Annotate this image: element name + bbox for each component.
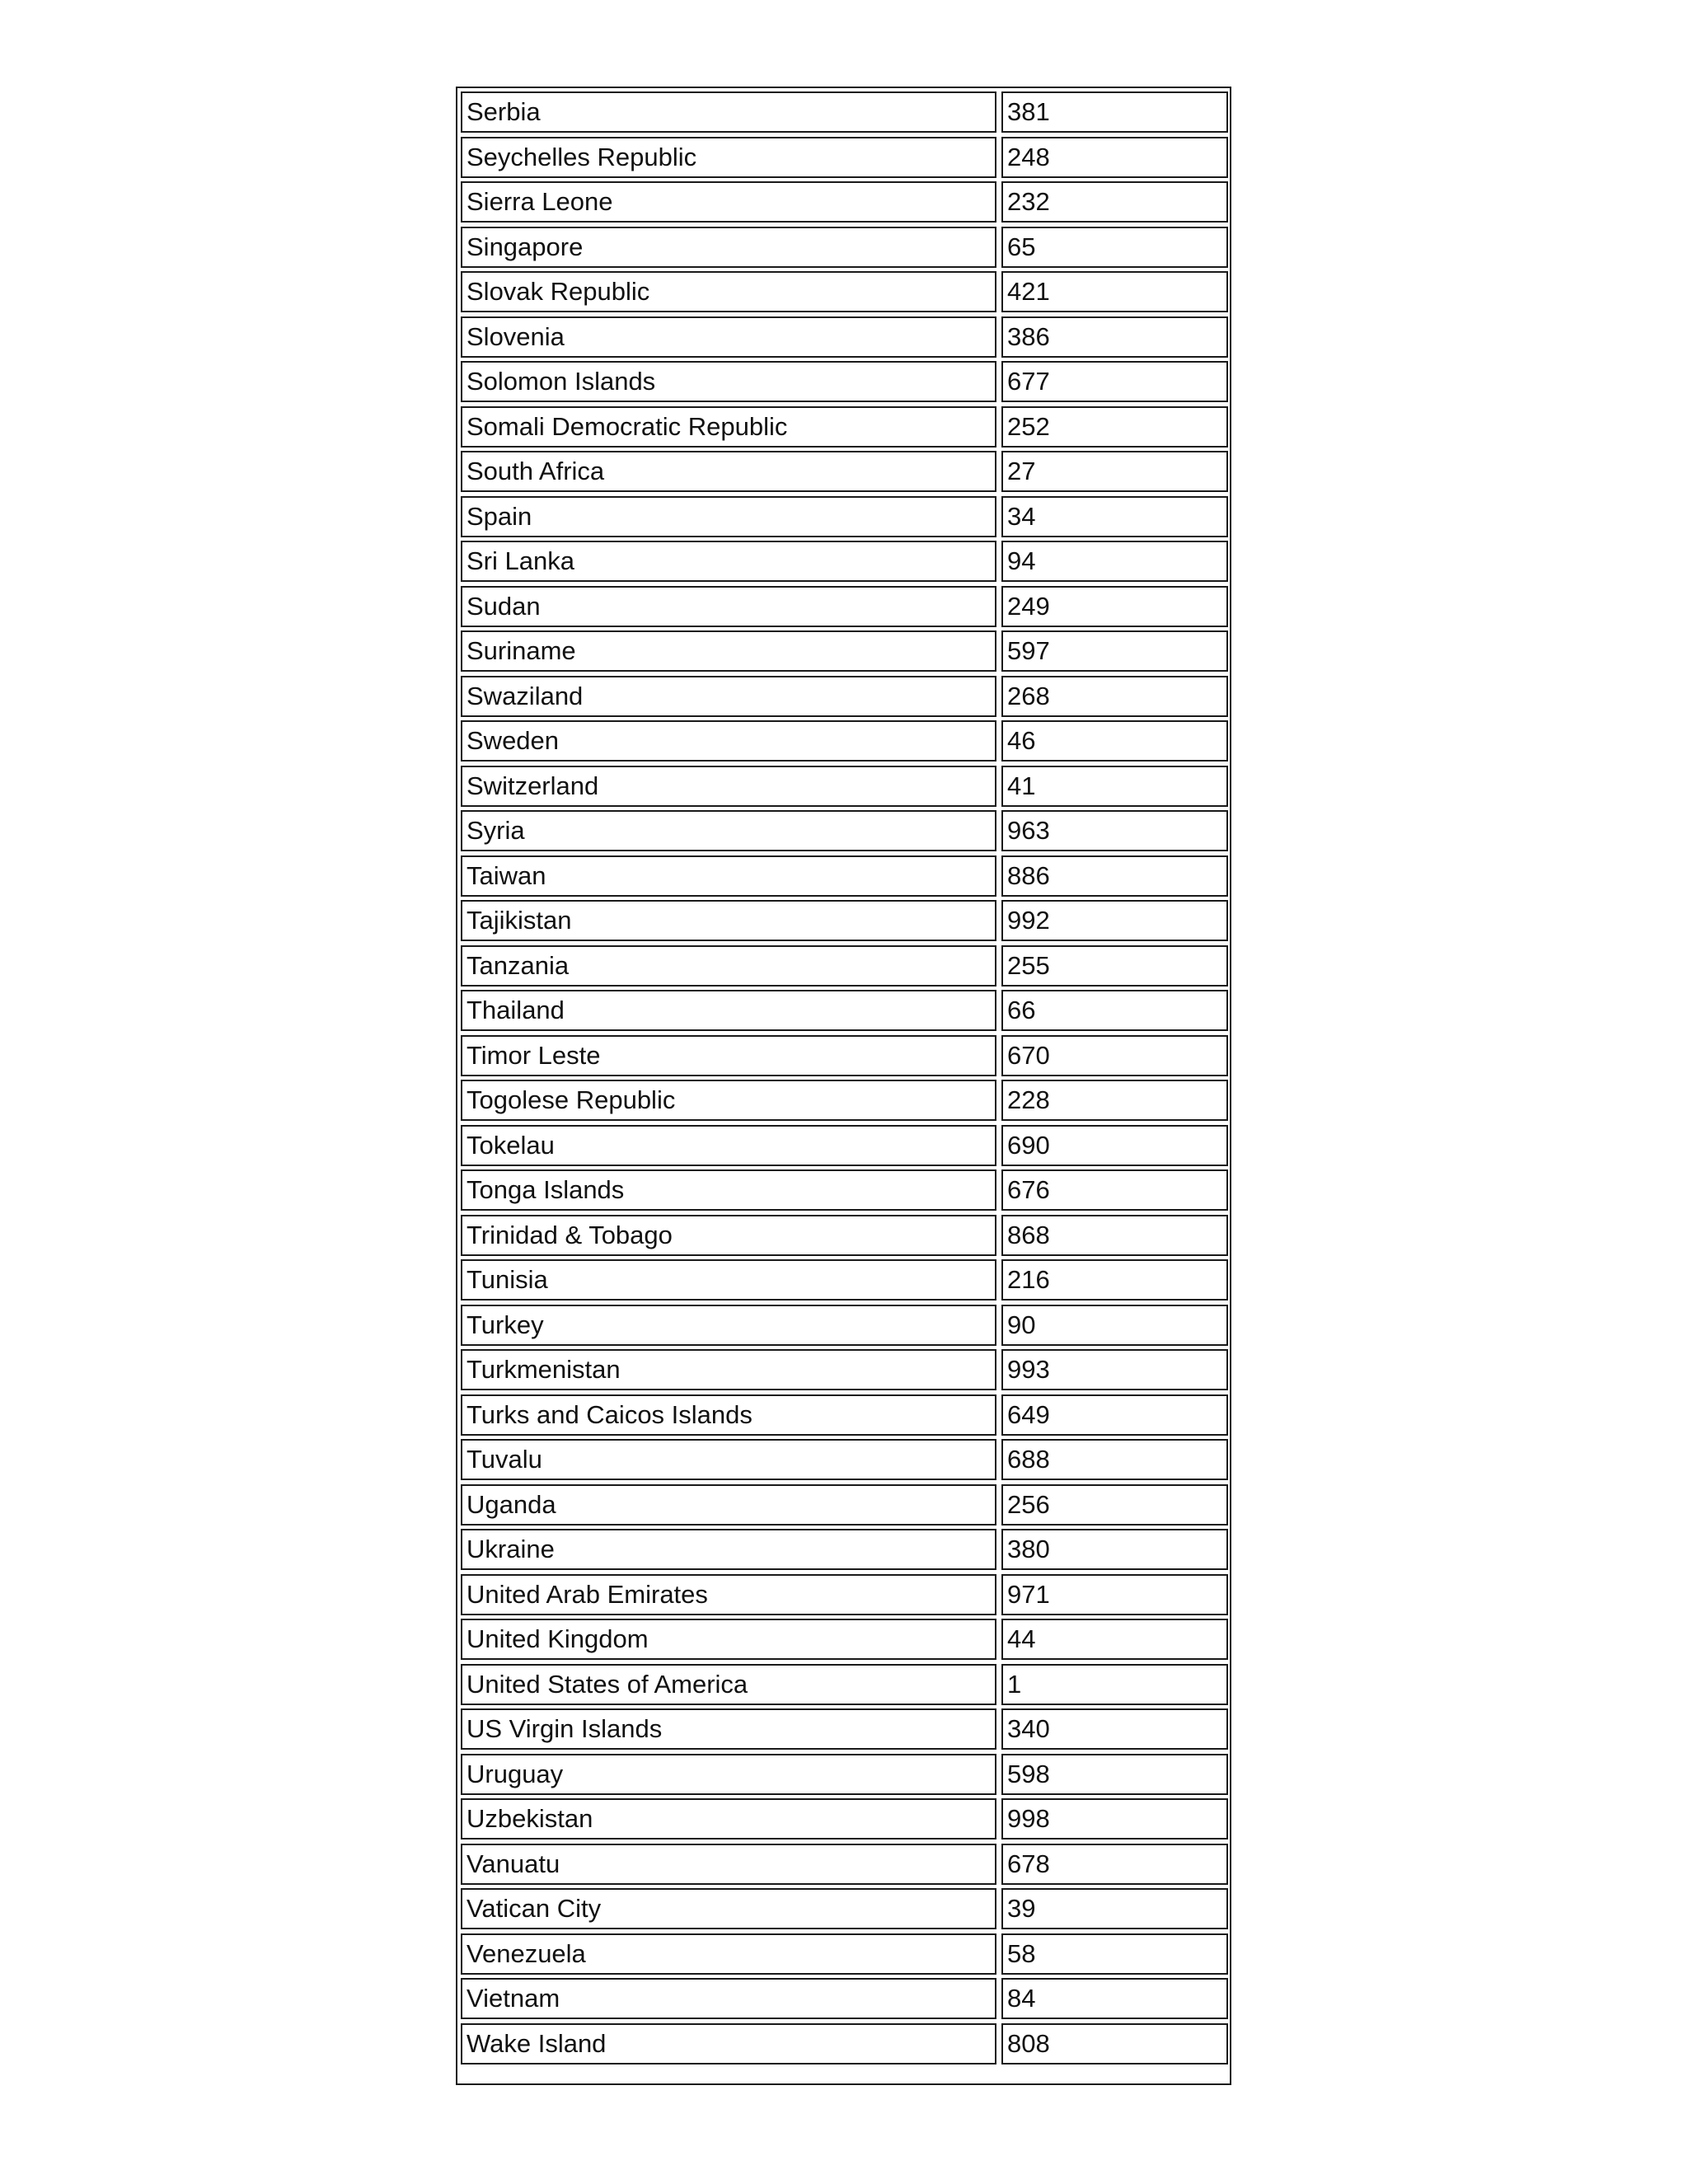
dialing-code-cell: 678 bbox=[1001, 1844, 1228, 1885]
table-row bbox=[461, 1259, 1226, 1301]
table-row bbox=[461, 137, 1226, 178]
table-row bbox=[461, 1169, 1226, 1211]
dialing-code-cell: 992 bbox=[1001, 900, 1228, 941]
dialing-code-cell: 598 bbox=[1001, 1754, 1228, 1795]
dialing-code-cell: 34 bbox=[1001, 496, 1228, 537]
table-row bbox=[461, 361, 1226, 402]
dialing-code-cell: 65 bbox=[1001, 227, 1228, 268]
country-name-cell: Timor Leste bbox=[461, 1035, 996, 1076]
dialing-code-cell: 649 bbox=[1001, 1394, 1228, 1436]
dialing-code-cell: 27 bbox=[1001, 451, 1228, 492]
country-name-cell: Trinidad & Tobago bbox=[461, 1215, 996, 1256]
table-row bbox=[461, 227, 1226, 268]
table-row bbox=[461, 91, 1226, 133]
country-name-cell: Swaziland bbox=[461, 676, 996, 717]
table-row bbox=[461, 1394, 1226, 1436]
table-row bbox=[461, 1888, 1226, 1929]
country-name-cell: Slovenia bbox=[461, 316, 996, 358]
country-name-cell: Turks and Caicos Islands bbox=[461, 1394, 996, 1436]
table-row bbox=[461, 406, 1226, 448]
country-name-cell: Sweden bbox=[461, 720, 996, 762]
table-row bbox=[461, 720, 1226, 762]
country-name-cell: US Virgin Islands bbox=[461, 1708, 996, 1750]
country-name-cell: Tokelau bbox=[461, 1125, 996, 1166]
table-row bbox=[461, 1484, 1226, 1526]
dialing-code-cell: 971 bbox=[1001, 1574, 1228, 1615]
country-name-cell: United Kingdom bbox=[461, 1619, 996, 1660]
dialing-code-cell: 41 bbox=[1001, 766, 1228, 807]
dialing-code-cell: 670 bbox=[1001, 1035, 1228, 1076]
table-body bbox=[461, 91, 1226, 2080]
dialing-code-cell: 256 bbox=[1001, 1484, 1228, 1526]
dialing-code-cell: 84 bbox=[1001, 1978, 1228, 2019]
table-row bbox=[461, 766, 1226, 807]
table-row bbox=[461, 945, 1226, 987]
table-row bbox=[461, 1305, 1226, 1346]
country-name-cell: Spain bbox=[461, 496, 996, 537]
table-row bbox=[461, 990, 1226, 1031]
country-name-cell: Syria bbox=[461, 810, 996, 851]
dialing-code-cell: 94 bbox=[1001, 541, 1228, 582]
table-row bbox=[461, 1574, 1226, 1615]
dialing-code-cell: 340 bbox=[1001, 1708, 1228, 1750]
country-name-cell: Ukraine bbox=[461, 1529, 996, 1570]
table-row bbox=[461, 541, 1226, 582]
table-row bbox=[461, 1349, 1226, 1390]
country-name-cell: South Africa bbox=[461, 451, 996, 492]
country-name-cell: Solomon Islands bbox=[461, 361, 996, 402]
table-row bbox=[461, 451, 1226, 492]
table-row bbox=[461, 1933, 1226, 1975]
country-name-cell: Vatican City bbox=[461, 1888, 996, 1929]
dialing-code-cell: 808 bbox=[1001, 2023, 1228, 2064]
table-row bbox=[461, 1125, 1226, 1166]
country-name-cell: Slovak Republic bbox=[461, 271, 996, 312]
dialing-code-cell: 993 bbox=[1001, 1349, 1228, 1390]
table-row bbox=[461, 900, 1226, 941]
country-name-cell: Togolese Republic bbox=[461, 1080, 996, 1121]
dialing-code-cell: 44 bbox=[1001, 1619, 1228, 1660]
country-name-cell: Uganda bbox=[461, 1484, 996, 1526]
country-name-cell: Tonga Islands bbox=[461, 1169, 996, 1211]
country-name-cell: United Arab Emirates bbox=[461, 1574, 996, 1615]
country-name-cell: Tuvalu bbox=[461, 1439, 996, 1480]
country-name-cell: Thailand bbox=[461, 990, 996, 1031]
country-name-cell: Uruguay bbox=[461, 1754, 996, 1795]
dialing-code-cell: 386 bbox=[1001, 316, 1228, 358]
country-name-cell: Wake Island bbox=[461, 2023, 996, 2064]
country-name-cell: Turkmenistan bbox=[461, 1349, 996, 1390]
table-row bbox=[461, 1664, 1226, 1705]
table-row bbox=[461, 2023, 1226, 2064]
dialing-code-cell: 255 bbox=[1001, 945, 1228, 987]
table-row bbox=[461, 1844, 1226, 1885]
table-row bbox=[461, 630, 1226, 672]
country-name-cell: Sri Lanka bbox=[461, 541, 996, 582]
country-name-cell: Switzerland bbox=[461, 766, 996, 807]
dialing-code-cell: 216 bbox=[1001, 1259, 1228, 1301]
country-name-cell: Tajikistan bbox=[461, 900, 996, 941]
dialing-code-cell: 232 bbox=[1001, 181, 1228, 223]
country-name-cell: Vanuatu bbox=[461, 1844, 996, 1885]
table-row bbox=[461, 1798, 1226, 1840]
country-name-cell: United States of America bbox=[461, 1664, 996, 1705]
dialing-code-cell: 90 bbox=[1001, 1305, 1228, 1346]
country-name-cell: Uzbekistan bbox=[461, 1798, 996, 1840]
table-row bbox=[461, 1529, 1226, 1570]
table-row bbox=[461, 1978, 1226, 2019]
country-name-cell: Serbia bbox=[461, 91, 996, 133]
table-row bbox=[461, 1619, 1226, 1660]
dialing-code-cell: 886 bbox=[1001, 855, 1228, 897]
table-row bbox=[461, 1439, 1226, 1480]
dialing-code-cell: 66 bbox=[1001, 990, 1228, 1031]
dialing-code-cell: 690 bbox=[1001, 1125, 1228, 1166]
table-row bbox=[461, 316, 1226, 358]
table-row bbox=[461, 1708, 1226, 1750]
table-row bbox=[461, 1754, 1226, 1795]
country-name-cell: Vietnam bbox=[461, 1978, 996, 2019]
table-row bbox=[461, 855, 1226, 897]
country-name-cell: Taiwan bbox=[461, 855, 996, 897]
dialing-code-cell: 688 bbox=[1001, 1439, 1228, 1480]
country-name-cell: Tanzania bbox=[461, 945, 996, 987]
table-row bbox=[461, 271, 1226, 312]
dialing-code-cell: 1 bbox=[1001, 1664, 1228, 1705]
dialing-code-cell: 39 bbox=[1001, 1888, 1228, 1929]
country-name-cell: Turkey bbox=[461, 1305, 996, 1346]
dialing-code-cell: 677 bbox=[1001, 361, 1228, 402]
dialing-code-cell: 998 bbox=[1001, 1798, 1228, 1840]
table-row bbox=[461, 676, 1226, 717]
dialing-code-cell: 868 bbox=[1001, 1215, 1228, 1256]
country-name-cell: Seychelles Republic bbox=[461, 137, 996, 178]
table-row bbox=[461, 586, 1226, 627]
dialing-code-cell: 597 bbox=[1001, 630, 1228, 672]
dialing-code-cell: 380 bbox=[1001, 1529, 1228, 1570]
table-row bbox=[461, 1080, 1226, 1121]
dialing-code-cell: 963 bbox=[1001, 810, 1228, 851]
dialing-code-cell: 46 bbox=[1001, 720, 1228, 762]
country-name-cell: Singapore bbox=[461, 227, 996, 268]
country-code-table bbox=[456, 87, 1231, 2085]
dialing-code-cell: 248 bbox=[1001, 137, 1228, 178]
table-row bbox=[461, 496, 1226, 537]
dialing-code-cell: 228 bbox=[1001, 1080, 1228, 1121]
country-name-cell: Sudan bbox=[461, 586, 996, 627]
country-name-cell: Sierra Leone bbox=[461, 181, 996, 223]
table-row bbox=[461, 810, 1226, 851]
dialing-code-cell: 252 bbox=[1001, 406, 1228, 448]
country-name-cell: Somali Democratic Republic bbox=[461, 406, 996, 448]
table-row bbox=[461, 181, 1226, 223]
table-row bbox=[461, 1215, 1226, 1256]
dialing-code-cell: 381 bbox=[1001, 91, 1228, 133]
country-name-cell: Tunisia bbox=[461, 1259, 996, 1301]
country-name-cell: Venezuela bbox=[461, 1933, 996, 1975]
country-name-cell: Suriname bbox=[461, 630, 996, 672]
dialing-code-cell: 676 bbox=[1001, 1169, 1228, 1211]
dialing-code-cell: 58 bbox=[1001, 1933, 1228, 1975]
table-row bbox=[461, 1035, 1226, 1076]
dialing-code-cell: 249 bbox=[1001, 586, 1228, 627]
dialing-code-cell: 421 bbox=[1001, 271, 1228, 312]
dialing-code-cell: 268 bbox=[1001, 676, 1228, 717]
